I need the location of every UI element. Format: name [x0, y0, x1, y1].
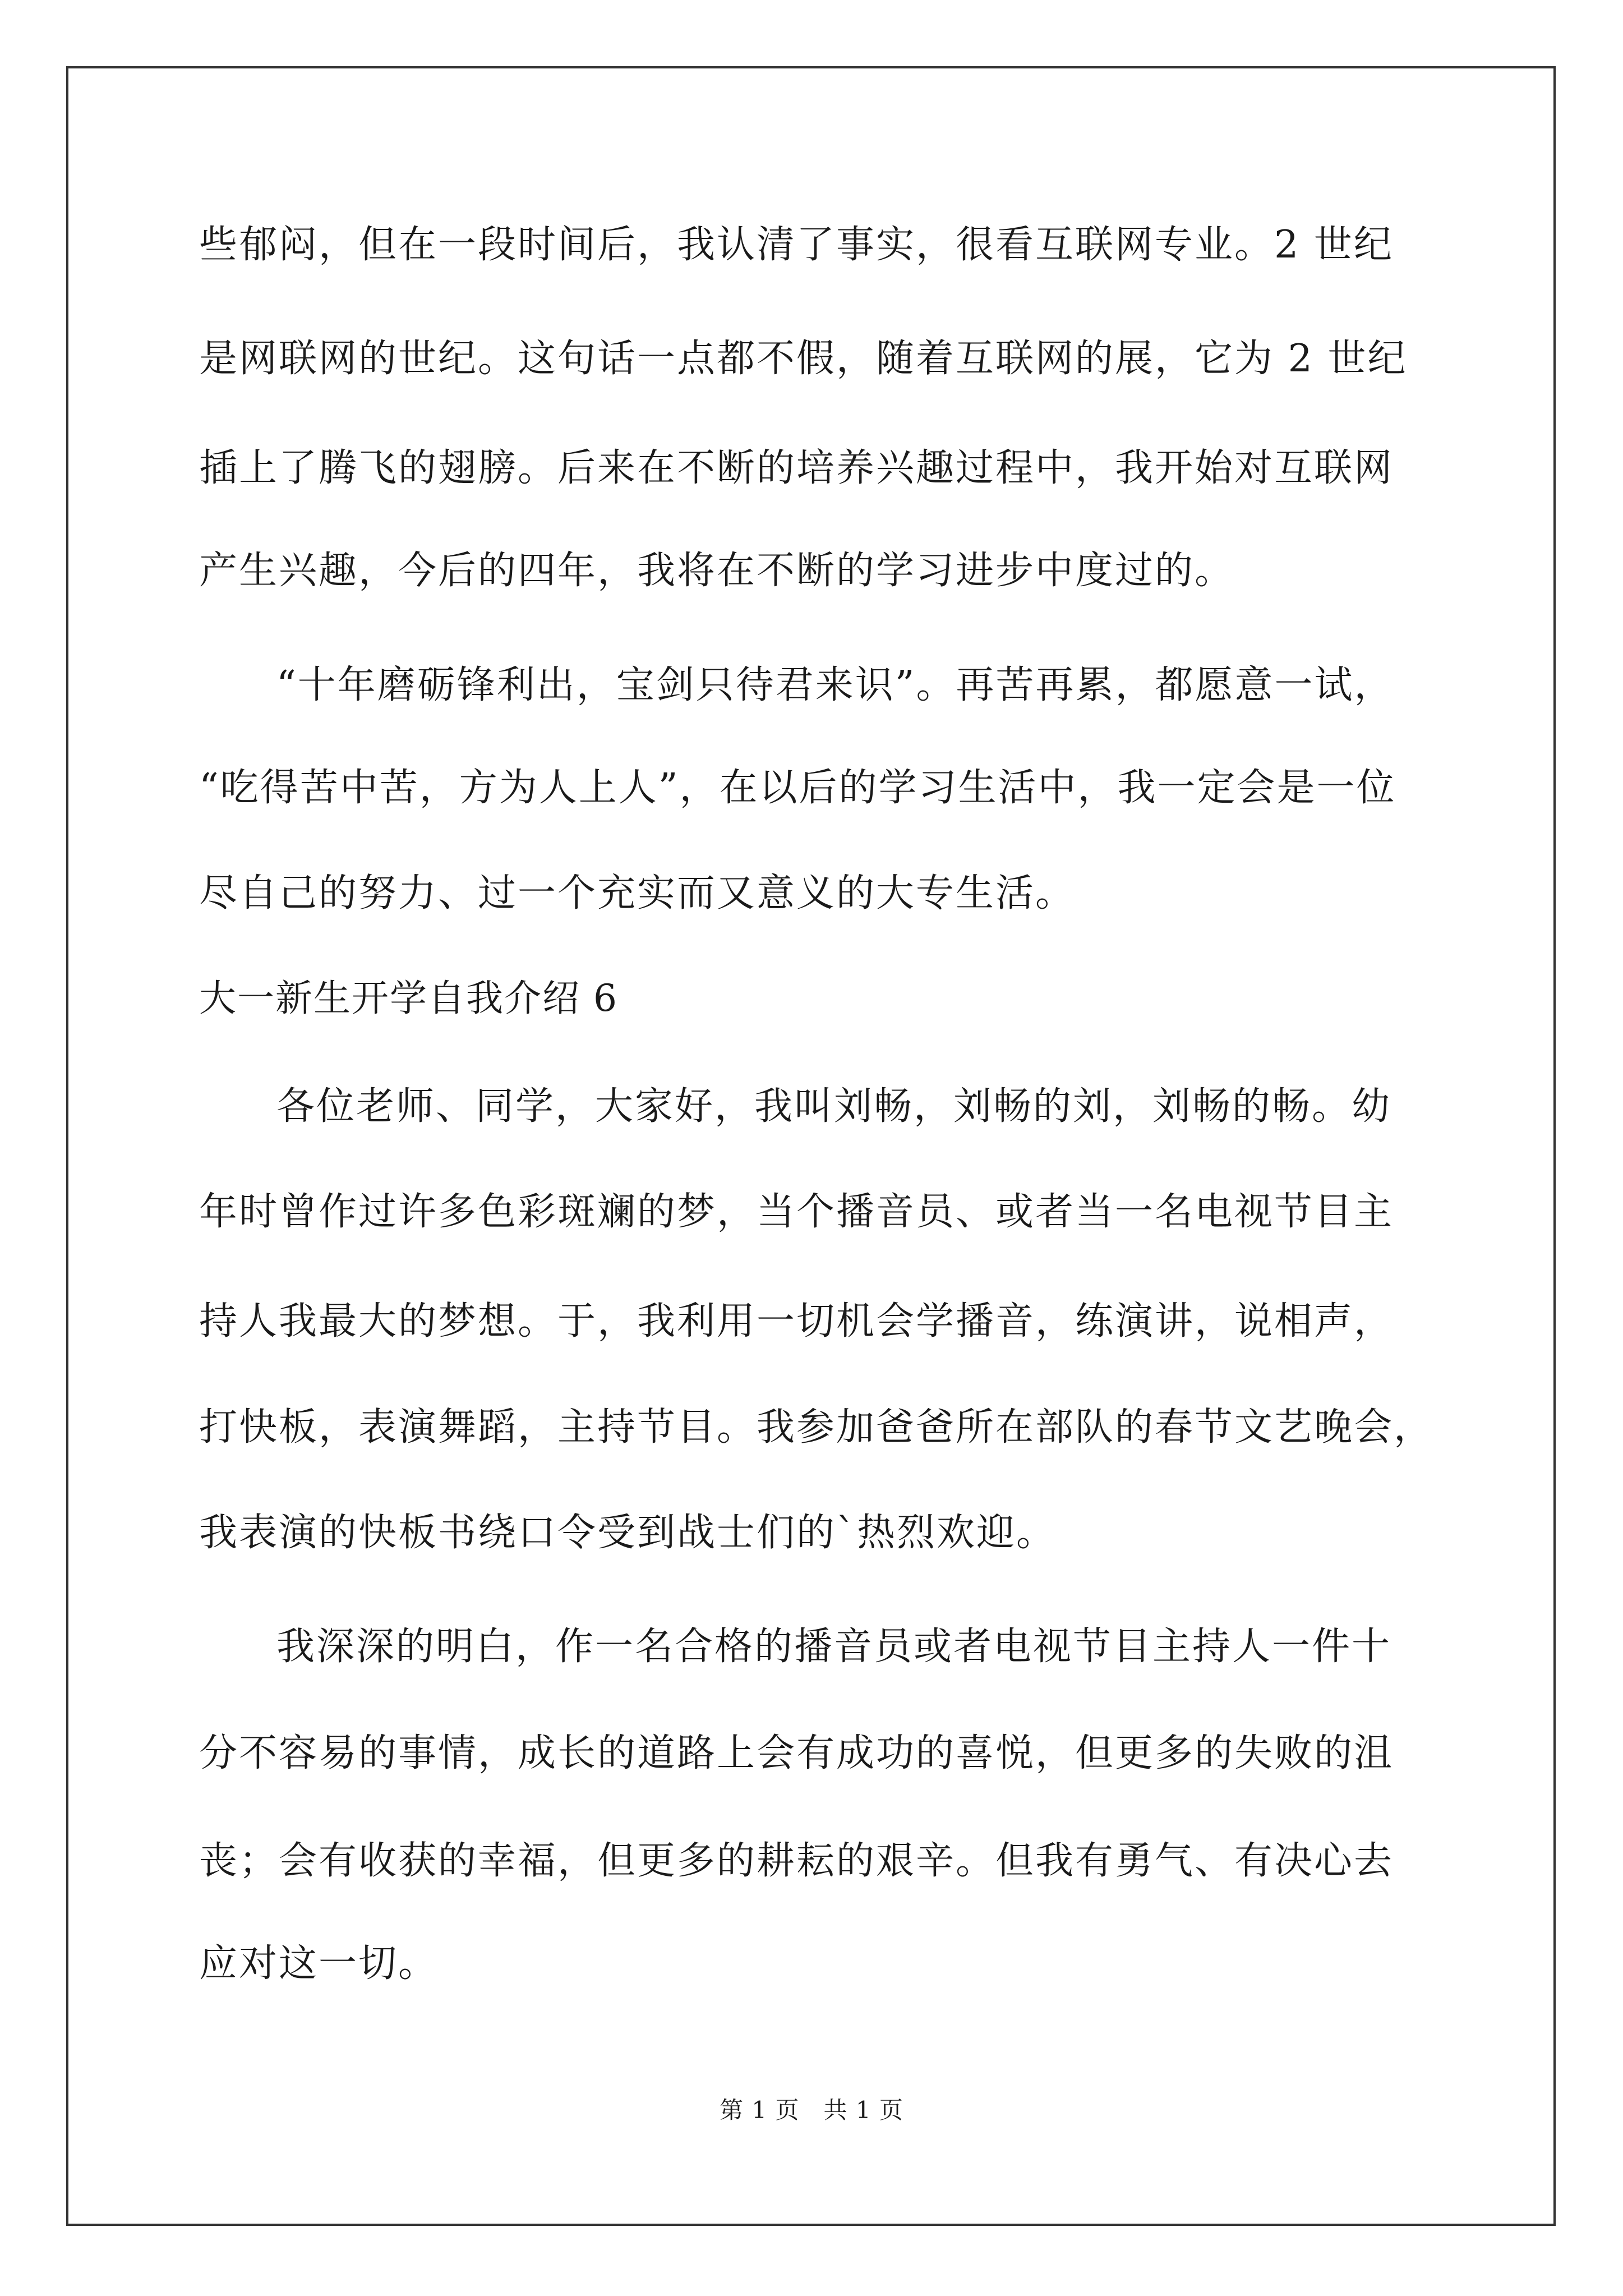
paragraph-line: 丧；会有收获的幸福，但更多的耕耘的艰辛。但我有勇气、有决心去: [199, 1839, 1394, 1883]
page-footer: 第 1 页 共 1 页: [720, 2096, 903, 2124]
paragraph-line: 些郁闷，但在一段时间后，我认清了事实，很看互联网专业。2 世纪: [199, 223, 1394, 267]
paragraph-line: 尽自己的努力、过一个充实而又意义的大专生活。: [199, 871, 1076, 915]
paragraph-line: 持人我最大的梦想。于，我利用一切机会学播音，练演讲，说相声，: [199, 1299, 1394, 1343]
paragraph-line: 应对这一切。: [199, 1941, 439, 1986]
paragraph-line: “十年磨砺锋利出，宝剑只待君来识”。再苦再累，都愿意一试，: [276, 663, 1394, 707]
paragraph-line: 我深深的明白，作一名合格的播音员或者电视节目主持人一件十: [276, 1625, 1392, 1669]
paragraph-line: “吃得苦中苦，方为人上人”，在以后的学习生活中，我一定会是一位: [199, 766, 1396, 810]
paragraph-line: 产生兴趣，今后的四年，我将在不断的学习进步中度过的。: [199, 549, 1235, 593]
paragraph-line: 是网联网的世纪。这句话一点都不假，随着互联网的展，它为 2 世纪: [199, 337, 1408, 381]
paragraph-line: 年时曾作过许多色彩斑斓的梦，当个播音员、或者当一名电视节目主: [199, 1190, 1394, 1234]
paragraph-line: 我表演的快板书绕口令受到战士们的`热烈欢迎。: [199, 1511, 1057, 1555]
paragraph-line: 插上了腾飞的翅膀。后来在不断的培养兴趣过程中，我开始对互联网: [199, 446, 1394, 490]
paragraph-line: 各位老师、同学，大家好，我叫刘畅，刘畅的刘，刘畅的畅。幼: [276, 1084, 1392, 1129]
section-heading: 大一新生开学自我介绍 6: [199, 977, 618, 1020]
paragraph-line: 分不容易的事情，成长的道路上会有成功的喜悦，但更多的失败的沮: [199, 1731, 1394, 1775]
page-border: [66, 66, 1556, 2226]
paragraph-line: 打快板，表演舞蹈，主持节目。我参加爸爸所在部队的春节文艺晚会，: [199, 1405, 1434, 1450]
